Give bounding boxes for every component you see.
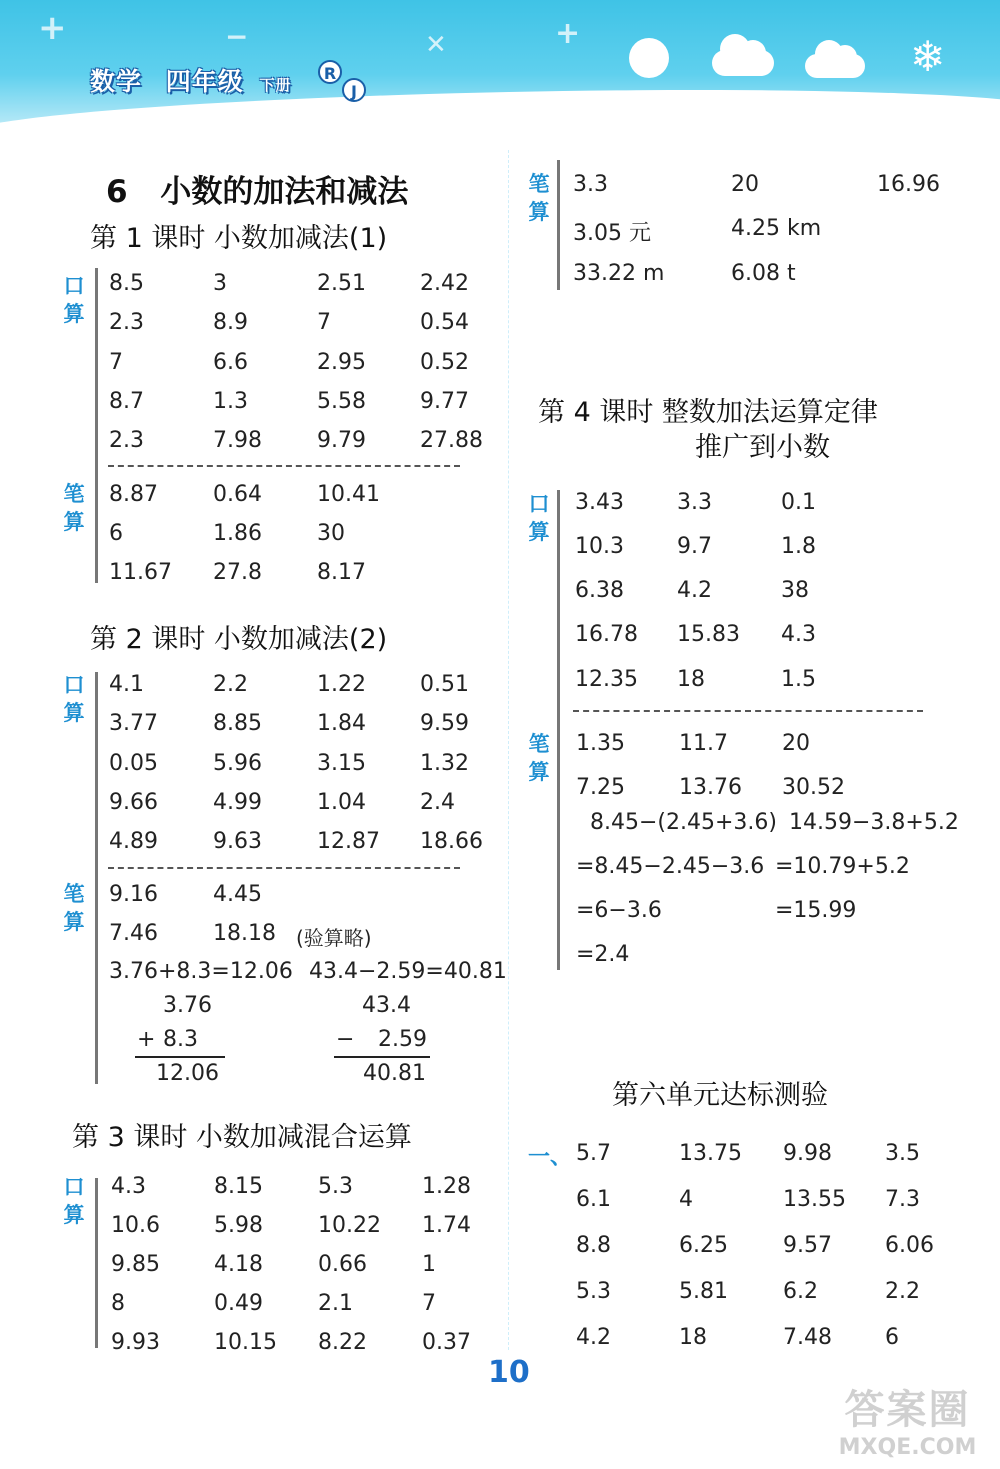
grid-cell: 8 xyxy=(111,1291,125,1316)
lesson3-written-bar xyxy=(557,160,560,290)
grid-cell: 0.64 xyxy=(213,482,262,507)
calc-step: 8.45−(2.45+3.6) xyxy=(590,810,777,835)
grid-cell: 5.96 xyxy=(213,751,262,776)
grade-label: 四年级 xyxy=(165,67,244,96)
grid-cell: 1.3 xyxy=(213,389,248,414)
grid-cell: 3.43 xyxy=(575,490,624,515)
written-answer: 4.45 xyxy=(213,882,262,907)
unit-name: 小数的加法和减法 xyxy=(160,174,409,210)
grid-cell: 8.5 xyxy=(109,271,144,296)
grid-cell: 10.6 xyxy=(111,1213,160,1238)
grid-cell: 10.15 xyxy=(214,1330,277,1355)
lesson4-written-label: 笔 算 xyxy=(528,732,550,784)
grid-cell: 0.1 xyxy=(781,490,816,515)
grid-cell: 8.8 xyxy=(576,1233,611,1258)
grid-cell: 6.06 xyxy=(885,1233,934,1258)
unit-number: 6 xyxy=(106,174,128,210)
grid-cell: 0.51 xyxy=(420,672,469,697)
watermark-url: MXQE.COM xyxy=(838,1435,977,1460)
grid-cell: 18 xyxy=(679,1325,707,1350)
equation: 43.4−2.59=40.81 xyxy=(309,959,507,984)
lesson1-bar xyxy=(95,268,98,583)
lesson2-written-label: 笔 算 xyxy=(63,882,85,934)
star-deco-icon: ✕ xyxy=(425,30,447,60)
grid-cell: 1.8 xyxy=(781,534,816,559)
calc-step: =2.4 xyxy=(576,942,630,967)
cloud-icon xyxy=(712,50,774,76)
grid-cell: 6 xyxy=(885,1325,899,1350)
calc-step: =15.99 xyxy=(775,898,857,923)
calc-step: =8.45−2.45−3.6 xyxy=(576,854,765,879)
grid-cell: 2.2 xyxy=(213,672,248,697)
section-divider xyxy=(108,867,460,869)
grid-cell: 1.28 xyxy=(422,1174,471,1199)
lesson4-bar xyxy=(557,490,560,970)
grid-cell: 20 xyxy=(731,172,759,197)
written-answer: 18.18 xyxy=(213,921,276,946)
grid-cell: 9.77 xyxy=(420,389,469,414)
lesson1-oral-label: 口 算 xyxy=(63,274,85,326)
grid-cell: 20 xyxy=(782,731,810,756)
grid-cell: 0.05 xyxy=(109,751,158,776)
plus-deco-icon: + xyxy=(38,8,67,48)
badge-letter-r: R xyxy=(318,60,342,84)
grid-cell: 27.88 xyxy=(420,428,483,453)
grid-cell: 38 xyxy=(781,578,809,603)
grid-cell: 7 xyxy=(317,310,331,335)
grid-cell: 3.5 xyxy=(885,1141,920,1166)
grid-cell: 1.32 xyxy=(420,751,469,776)
unit-test-title: 第六单元达标测验 xyxy=(612,1080,828,1111)
grid-cell: 9.59 xyxy=(420,711,469,736)
vert-line xyxy=(135,1056,225,1058)
vert-result: 40.81 xyxy=(363,1061,426,1086)
grid-cell: 7 xyxy=(422,1291,436,1316)
grid-cell: 0.54 xyxy=(420,310,469,335)
grid-cell: 4.25 km xyxy=(731,216,822,241)
grid-cell: 2.95 xyxy=(317,350,366,375)
vert-bottom: 8.3 xyxy=(163,1027,198,1052)
grid-cell: 6.38 xyxy=(575,578,624,603)
volume-label: 下册 xyxy=(259,76,292,94)
section-divider xyxy=(108,465,460,467)
calc-step: =10.79+5.2 xyxy=(775,854,910,879)
vert-op: − xyxy=(336,1027,355,1052)
vert-top: 3.76 xyxy=(163,993,212,1018)
grid-cell: 4.3 xyxy=(111,1174,146,1199)
grid-cell: 33.22 m xyxy=(573,261,665,286)
grid-cell: 0.66 xyxy=(318,1252,367,1277)
grid-cell: 4.2 xyxy=(576,1325,611,1350)
grid-cell: 5.98 xyxy=(214,1213,263,1238)
grid-cell: 16.96 xyxy=(877,172,940,197)
grid-cell: 1.04 xyxy=(317,790,366,815)
vert-top: 43.4 xyxy=(362,993,411,1018)
lesson4-title-line1: 第 4 课时 整数加法运算定律 xyxy=(538,397,878,428)
grid-cell: 8.85 xyxy=(213,711,262,736)
grid-cell: 9.57 xyxy=(783,1233,832,1258)
question-number: 一、 xyxy=(528,1145,573,1170)
grid-cell: 13.75 xyxy=(679,1141,742,1166)
lesson2-oral-label: 口 算 xyxy=(63,673,85,725)
grid-cell: 2.42 xyxy=(420,271,469,296)
grid-cell: 6.25 xyxy=(679,1233,728,1258)
grid-cell: 9.63 xyxy=(213,829,262,854)
grid-cell: 9.79 xyxy=(317,428,366,453)
grid-cell: 10.3 xyxy=(575,534,624,559)
snowflake-icon: ❄ xyxy=(910,32,946,81)
grid-cell: 7.25 xyxy=(576,775,625,800)
grid-cell: 3 xyxy=(213,271,227,296)
grid-cell: 30.52 xyxy=(782,775,845,800)
plus-deco-icon: + xyxy=(555,16,581,51)
grid-cell: 11.7 xyxy=(679,731,728,756)
grid-cell: 6.2 xyxy=(783,1279,818,1304)
grid-cell: 1.5 xyxy=(781,667,816,692)
grid-cell: 9.66 xyxy=(109,790,158,815)
rj-badge xyxy=(318,60,370,104)
grid-cell: 5.58 xyxy=(317,389,366,414)
grid-cell: 1.74 xyxy=(422,1213,471,1238)
check-omitted-note: (验算略) xyxy=(296,926,372,950)
rain-cloud-icon xyxy=(805,54,865,78)
badge-letter-j: J xyxy=(342,78,366,102)
lesson1-written-label: 笔 算 xyxy=(63,482,85,534)
lesson4-title-line2: 推广到小数 xyxy=(695,432,830,463)
lesson2-title: 第 2 课时 小数加减法(2) xyxy=(90,624,388,655)
vert-bottom: 2.59 xyxy=(378,1027,427,1052)
lesson3-written-label: 笔 算 xyxy=(528,172,550,224)
watermark xyxy=(820,1378,995,1460)
minus-deco-icon: − xyxy=(225,20,249,53)
grid-cell: 30 xyxy=(317,521,345,546)
grid-cell: 3.15 xyxy=(317,751,366,776)
grid-cell: 16.78 xyxy=(575,622,638,647)
lesson3-oral-label: 口 算 xyxy=(63,1175,85,1227)
grid-cell: 9.7 xyxy=(677,534,712,559)
subject-label: 数学 xyxy=(90,67,143,96)
sun-icon xyxy=(629,38,669,78)
grid-cell: 2.2 xyxy=(885,1279,920,1304)
grid-cell: 2.3 xyxy=(109,310,144,335)
grid-cell: 2.3 xyxy=(109,428,144,453)
lesson4-oral-label: 口 算 xyxy=(528,492,550,544)
vert-result: 12.06 xyxy=(156,1061,219,1086)
grid-cell: 5.3 xyxy=(318,1174,353,1199)
grid-cell: 8.22 xyxy=(318,1330,367,1355)
calc-step: 14.59−3.8+5.2 xyxy=(789,810,959,835)
grid-cell: 15.83 xyxy=(677,622,740,647)
vert-op: + xyxy=(137,1027,156,1052)
grid-cell: 6.08 t xyxy=(731,261,796,286)
grid-cell: 1.84 xyxy=(317,711,366,736)
grid-cell: 10.41 xyxy=(317,482,380,507)
grid-cell: 5.7 xyxy=(576,1141,611,1166)
grid-cell: 8.87 xyxy=(109,482,158,507)
lesson3-title: 第 3 课时 小数加减混合运算 xyxy=(72,1122,412,1153)
grid-cell: 4.99 xyxy=(213,790,262,815)
grid-cell: 13.55 xyxy=(783,1187,846,1212)
equation: 3.76+8.3=12.06 xyxy=(109,959,293,984)
grid-cell: 7 xyxy=(109,350,123,375)
grid-cell: 6.6 xyxy=(213,350,248,375)
grid-cell: 4.2 xyxy=(677,578,712,603)
grid-cell: 4.1 xyxy=(109,672,144,697)
grid-cell: 8.15 xyxy=(214,1174,263,1199)
grid-cell: 18.66 xyxy=(420,829,483,854)
grid-cell: 27.8 xyxy=(213,560,262,585)
grid-cell: 1.22 xyxy=(317,672,366,697)
grid-cell: 9.98 xyxy=(783,1141,832,1166)
grid-cell: 2.1 xyxy=(318,1291,353,1316)
grid-cell: 4 xyxy=(679,1187,693,1212)
grid-cell: 1.86 xyxy=(213,521,262,546)
grid-cell: 11.67 xyxy=(109,560,172,585)
written-answer: 7.46 xyxy=(109,921,158,946)
grid-cell: 5.3 xyxy=(576,1279,611,1304)
grid-cell: 9.85 xyxy=(111,1252,160,1277)
grid-cell: 9.93 xyxy=(111,1330,160,1355)
grid-cell: 8.9 xyxy=(213,310,248,335)
grid-cell: 2.4 xyxy=(420,790,455,815)
grid-cell: 8.7 xyxy=(109,389,144,414)
written-answer: 9.16 xyxy=(109,882,158,907)
grid-cell: 0.49 xyxy=(214,1291,263,1316)
grid-cell: 6.1 xyxy=(576,1187,611,1212)
unit-title xyxy=(106,166,408,211)
grid-cell: 0.37 xyxy=(422,1330,471,1355)
grid-cell: 7.98 xyxy=(213,428,262,453)
grid-cell: 18 xyxy=(677,667,705,692)
section-divider xyxy=(573,710,923,712)
lesson1-title: 第 1 课时 小数加减法(1) xyxy=(90,223,388,254)
grid-cell: 13.76 xyxy=(679,775,742,800)
grid-cell: 6 xyxy=(109,521,123,546)
book-title xyxy=(90,62,291,98)
lesson3-bar xyxy=(95,1178,98,1348)
grid-cell: 12.35 xyxy=(575,667,638,692)
watermark-text: 答案圈 xyxy=(844,1387,971,1433)
vert-line xyxy=(334,1056,430,1058)
grid-cell: 4.3 xyxy=(781,622,816,647)
grid-cell: 3.77 xyxy=(109,711,158,736)
grid-cell: 7.3 xyxy=(885,1187,920,1212)
column-divider xyxy=(508,150,509,1350)
grid-cell: 1.35 xyxy=(576,731,625,756)
calc-step: =6−3.6 xyxy=(576,898,662,923)
grid-cell: 2.51 xyxy=(317,271,366,296)
grid-cell: 7.48 xyxy=(783,1325,832,1350)
grid-cell: 4.18 xyxy=(214,1252,263,1277)
grid-cell: 4.89 xyxy=(109,829,158,854)
grid-cell: 1 xyxy=(422,1252,436,1277)
grid-cell: 0.52 xyxy=(420,350,469,375)
grid-cell: 5.81 xyxy=(679,1279,728,1304)
header-band xyxy=(0,0,1000,135)
grid-cell: 3.3 xyxy=(573,172,608,197)
grid-cell: 10.22 xyxy=(318,1213,381,1238)
grid-cell: 3.3 xyxy=(677,490,712,515)
grid-cell: 8.17 xyxy=(317,560,366,585)
grid-cell: 12.87 xyxy=(317,829,380,854)
lesson2-bar xyxy=(95,672,98,1084)
page-number: 10 xyxy=(488,1355,530,1390)
grid-cell: 3.05 元 xyxy=(573,221,651,246)
